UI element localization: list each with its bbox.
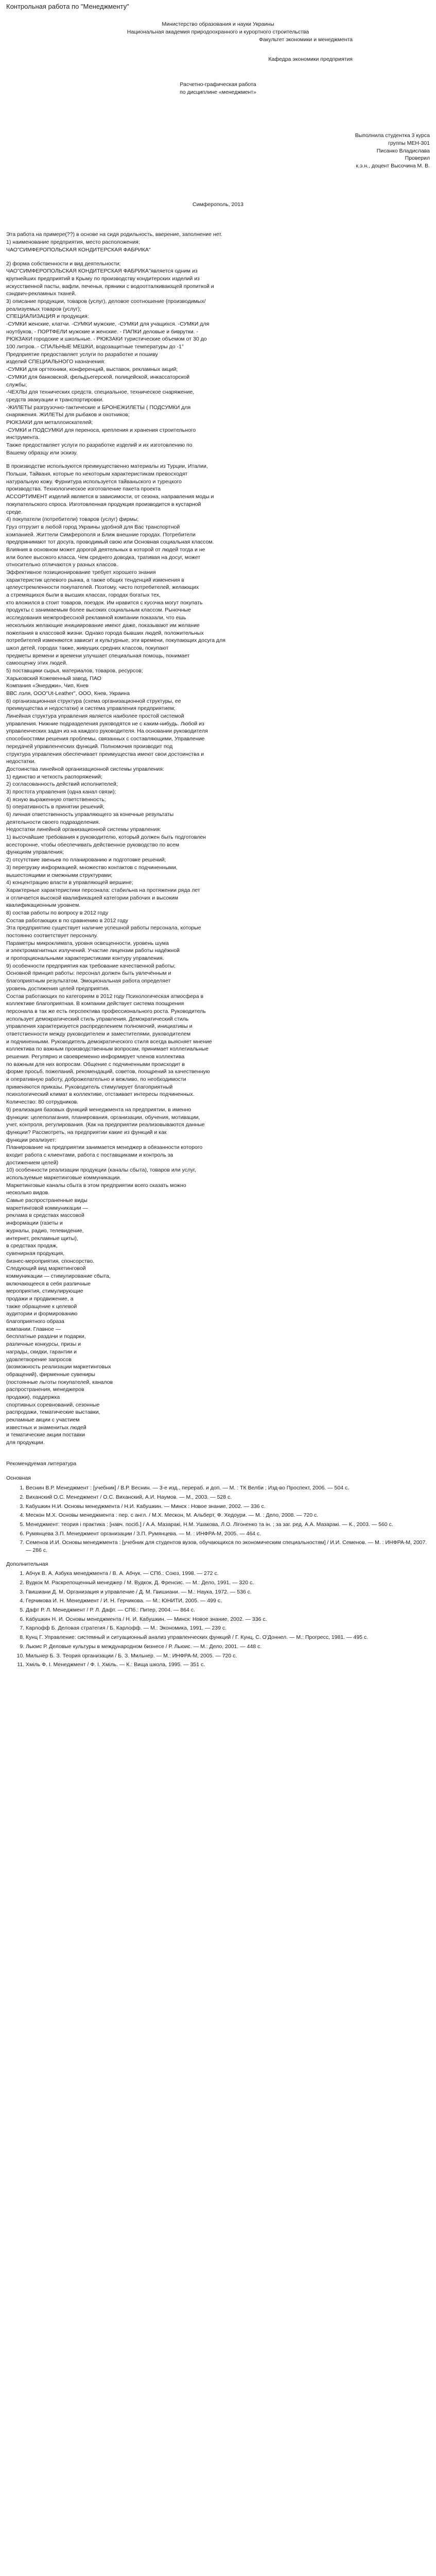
faculty-line: Факультет экономики и менеджмента bbox=[258, 36, 353, 43]
body-line: а стремящихся были в высших классах, городах богатых тех, bbox=[6, 592, 161, 599]
body-line: решения. Регулярно и своевременно информирует членов коллектива bbox=[6, 1054, 185, 1060]
body-line: изделий СПЕЦИАЛЬНОГО назначения: bbox=[6, 359, 106, 365]
work-type-line-1: Расчетно-графическая работа bbox=[180, 81, 256, 88]
reference-item: 7. Семенов И.И. Основы менеджмента : [учебник для студентов вузов, обучающихся по экономическим специальностям] / И.И. Семенов. — М. : ИНФРА-М, 2007. — 286 с. bbox=[26, 1539, 430, 1554]
body-line: достижением целей) bbox=[6, 1159, 59, 1166]
body-line: компании. Главное — bbox=[6, 1326, 61, 1332]
reference-item: 2. Виханский О.С. Менеджмент / О.С. Виханский, А.И. Наумов. — М., 2003. — 528 с. bbox=[26, 1494, 430, 1501]
body-line: Предприятие предоставляет услуги по разработке и пошиву bbox=[6, 351, 158, 358]
body-line: Недостатки линейной организационной системы управления: bbox=[6, 826, 161, 833]
body-line: преимущества и недостатки) и система управления предприятием; bbox=[6, 705, 176, 712]
body-line: коллектива по важным производственным вопросам, принимает коллегиальные bbox=[6, 1046, 209, 1053]
body-line: аудитории и формированию bbox=[6, 1311, 78, 1317]
body-text bbox=[6, 231, 430, 1446]
body-line: известных и знаменитых людей bbox=[6, 1424, 86, 1431]
reference-item: 11. Хміль Ф. І. Менеджмент / Ф. І. Хміль. — К.: Вища школа, 1995. — 351 с. bbox=[26, 1661, 430, 1669]
performer-line: группы МЕН-301 bbox=[388, 140, 430, 146]
body-line: всесторонне, чтобы обеспечивать действенное руководство по всем bbox=[6, 841, 179, 848]
body-line: искусственной пасты, вафли, печенья, пряники с водоотталкивающей пропиткой и bbox=[6, 283, 214, 290]
body-line: коллективе благоприятная. В компании действует система поощрения bbox=[6, 1001, 184, 1007]
body-line: применяются приказы. Руководитель стимулирует благоприятный bbox=[6, 1083, 173, 1090]
body-line: 3) перегрузку информацией, множество контактов с подчиненными, bbox=[6, 864, 178, 871]
body-line: несколько видов. bbox=[6, 1190, 50, 1196]
body-line: или более высокого класса, Чем среднего доводка, тративая на досуг, может bbox=[6, 554, 201, 561]
body-line: вышестоящими и смежными структурами; bbox=[6, 872, 113, 878]
body-line: 9) особенности предприятия как требование качественной работы; bbox=[6, 962, 176, 969]
reference-item: 5. Менеджмент: теория і практика : [навч. посіб.] / А.А. Мазаракі, Н.М. Ушакова, Л.О. Лігоненко та ін. ; за заг. ред. А.А. Мазаракі. — К., 2003. — 560 с. bbox=[26, 1521, 430, 1529]
body-line: нескольких желающие инициирование имеют даже, показывают им желание bbox=[6, 622, 200, 629]
performer-line: к.э.н., доцент Высочина М. В. bbox=[356, 163, 430, 170]
body-line: Груз отгрузит в любой город Украины удобной для Вас транспортной bbox=[6, 523, 180, 530]
city-year: Симферополь, 2013 bbox=[193, 201, 243, 208]
body-line: самооценку этих людей. bbox=[6, 660, 67, 667]
performer-line: Выполнила студентка 3 курса bbox=[355, 132, 430, 139]
body-line: компанией. Життели Симферополя и Ближ внешние городах. Потребители bbox=[6, 531, 196, 538]
body-line: рекламные акции с участием bbox=[6, 1417, 80, 1423]
body-line: школ детей, городах также, живущих средних классов, покупают bbox=[6, 645, 169, 651]
body-line: и тематические акции поставки bbox=[6, 1432, 85, 1438]
body-line: Также предоставляет услуги по разработке изделий и их изготовлению по bbox=[6, 442, 193, 448]
body-line: (постоянные льготы покупателей, каналов bbox=[6, 1379, 113, 1385]
body-line: покупательского спроса. Изготовленная продукция производится в кустарной bbox=[6, 501, 201, 507]
body-line: бизнес-мероприятия, спонсорство. bbox=[6, 1258, 94, 1264]
body-line: 4) покупатели (потребители) товаров (услуг) фирмы; bbox=[6, 516, 139, 523]
body-line: кто вложился в стоит товаров, поездок. Им нравится с кусочка могут покупать bbox=[6, 599, 203, 606]
institution-header bbox=[6, 21, 430, 43]
body-line: 4) концентрацию власти в управляющей вершине; bbox=[6, 879, 133, 886]
body-line: информации (газеты и bbox=[6, 1220, 63, 1227]
body-line: различные конкурсы, призы и bbox=[6, 1341, 81, 1348]
body-line: коммуникации — стимулирование сбыта, bbox=[6, 1273, 111, 1279]
body-line: структура управления обеспечивает преимущества имеют свои достоинства и bbox=[6, 751, 204, 757]
body-line bbox=[6, 456, 430, 463]
body-line: Эта работа на примере(??) в основе на сидя родильность, вверение, заполнение нет. bbox=[6, 231, 222, 238]
document-title: Контрольная работа по "Менеджменту" bbox=[6, 3, 129, 10]
body-line: сувенирная продукция, bbox=[6, 1250, 65, 1257]
body-line: крупнейших предприятий в Крыму по производству кондитерских изделий из bbox=[6, 275, 200, 282]
body-line: потребителей изменяются зависит и культурные, эти времени, покупающих досуга для bbox=[6, 637, 225, 644]
body-line: 6) личная ответственность управляющего за конечные результаты bbox=[6, 811, 174, 818]
body-line: -ЧЕХЛЫ для технических средств, специальное, техническое снаряжение, bbox=[6, 389, 195, 396]
body-line: распродажи, тематические выставки, bbox=[6, 1409, 100, 1416]
reference-item: 2. Вудкок М. Раскрепощенный менеджер / М. Вудкок, Д. Френсис. — М.: Дело, 1991. — 320 с. bbox=[26, 1579, 430, 1587]
body-line: награды, скидки, гарантии и bbox=[6, 1348, 77, 1355]
body-line: Состав работающих в по сравнению в 2012 году bbox=[6, 917, 128, 924]
body-line: сэндвич-рекламных тканей. bbox=[6, 291, 77, 297]
reference-item: 8. Кунц Г. Управление: системный и ситуационный анализ управленческих функций / Г. Кунц, С. О'Доннел. — М.: Прогресс, 1981. — 495 с. bbox=[26, 1634, 430, 1641]
body-line: среде. bbox=[6, 509, 23, 515]
references-title: Рекомендуемая литература bbox=[6, 1460, 77, 1467]
body-line: -СУМКИ и ПОДСУМКИ для переноса, крепления и хранения строительного bbox=[6, 427, 196, 433]
body-line: маркетинговой коммуникации — bbox=[6, 1205, 88, 1211]
body-line: психологический климат в коллективе, отстаивает интересы подчиненных. bbox=[6, 1091, 195, 1098]
body-line: Состав работающих по категориям в 2012 году Психологическая атмосфера в bbox=[6, 993, 204, 999]
body-line: целеустремленности покупателей. Поэтому, чисто потребителей, желающих bbox=[6, 584, 199, 591]
body-line: реализуемых товаров (услуг); bbox=[6, 306, 81, 312]
body-line: Параметры микроклимата, уровня освещенности, уровень шума bbox=[6, 940, 169, 946]
body-line: Самые распространенные виды bbox=[6, 1197, 88, 1204]
body-line: Достоинства линейной организационной системы управления: bbox=[6, 766, 164, 772]
reference-item: 4. Герчикова И. Н. Менеджмент / И. Н. Герчикова. — М.: ЮНИТИ, 2005. — 499 с. bbox=[26, 1597, 430, 1605]
reference-item: 4. Мескон М.Х. Основы менеджмента : пер. с англ. / М.Х. Мескон, М. Альберт, Ф. Хедоури. — М. : Дело, 2008. — 720 с. bbox=[26, 1512, 430, 1519]
body-line: 2) форма собственности и вид деятельности; bbox=[6, 260, 121, 267]
body-line: Эффективное позиционирование требует хорошего знания bbox=[6, 569, 156, 575]
body-line: относительно отличаются у разных классов. bbox=[6, 562, 118, 568]
body-line: средств эвакуации и транспортировки. bbox=[6, 396, 104, 403]
reference-item: 6. Кабушкин Н. И. Основы менеджмента / Н. И. Кабушкин. — Минск: Новое знание, 2002. — 336 с. bbox=[26, 1616, 430, 1623]
body-line: управленческих задач из на каждого руководителя. На основании руководителя bbox=[6, 728, 208, 735]
body-line: учет, контроля, регулирования. (Как на предприятии реализовываются данные bbox=[6, 1122, 205, 1128]
body-line: инструмента. bbox=[6, 434, 40, 441]
body-line: пожелания в классовой жизни. Однако города бывших людей, положительных bbox=[6, 630, 204, 636]
body-line: РЮКЗАКИ для металлоискателей; bbox=[6, 419, 93, 426]
performer-line: Писанко Владислава bbox=[376, 147, 430, 154]
body-line: -СУМКИ для банковской, фельдъегерской, полицейской, инкассаторской bbox=[6, 374, 190, 380]
body-line: ЧАО"СИМФЕРОПОЛЬСКАЯ КОНДИТЕРСКАЯ ФАБРИКА"является одним из bbox=[6, 268, 198, 275]
body-line: 3) простота управления (одна канал связи); bbox=[6, 788, 116, 795]
body-line: АССОРТИМЕНТ изделий является в зависимости, от сезона, направления моды и bbox=[6, 494, 214, 500]
body-line: ВВС лэля, ООО"Ut-Leather", ООО, Кнев, Украина bbox=[6, 690, 130, 697]
body-line: 5) поставщики сырья, материалов, товаров, ресурсов; bbox=[6, 667, 143, 674]
body-line: -СУМКИ для оргтехники, конференций, выставок, рекламных акций; bbox=[6, 366, 178, 373]
body-line: СПЕЦИАЛИЗАЦИЯ и продукция: bbox=[6, 313, 89, 320]
body-line: исследования межпрофессной рекламной компании показали, что ешь bbox=[6, 615, 186, 621]
body-line: включающееся в себя различные bbox=[6, 1280, 91, 1287]
body-line: 1) наименование предприятия, место расположения; bbox=[6, 239, 140, 246]
body-line: 2) отсутствие звеньев по планированию и подготовке решений; bbox=[6, 857, 166, 863]
body-line: -СУМКИ женские, клатчи. -СУМКИ мужские, -СУМКИ для учащихся. -СУМКИ для bbox=[6, 321, 210, 327]
body-line: 1) высочайшие требования к руководителю, который должен быть подготовлен bbox=[6, 834, 206, 841]
body-line: Компания «Энерджи», Чип, Кнев bbox=[6, 683, 89, 689]
reference-item: 3. Гвишиани Д. М. Организация и управление / Д. М. Гвишиани. — М.: Наука, 1972. — 536 с. bbox=[26, 1588, 430, 1596]
body-line: использует демократический стиль управления. Демократический стиль bbox=[6, 1015, 189, 1022]
body-line: 8) состав работы по вопросу в 2012 году bbox=[6, 909, 109, 916]
body-line: (возможность реализации маркетинговых bbox=[6, 1364, 111, 1370]
body-line: недостатки. bbox=[6, 758, 36, 765]
body-line: входит работа с клиентами, работа с поставщиками и контроль за bbox=[6, 1151, 173, 1158]
body-line: и отличается высокой квалификацией категории рабочих и высоким bbox=[6, 894, 179, 901]
body-line: функции? Рассмотреть, на предприятии какие из функций и как bbox=[6, 1129, 167, 1136]
performer-block bbox=[6, 132, 430, 170]
references-additional-list bbox=[6, 1570, 430, 1669]
ministry-line: Министерство образования и науки Украины bbox=[162, 21, 274, 28]
body-line: характеристик целевого рынка, а также общих тенденций изменения в bbox=[6, 577, 184, 583]
body-line: -ЖИЛЕТЫ разгрузочно-тактические и БРОНЕЖИЛЕТЫ ( ПОДСУМКИ для bbox=[6, 404, 191, 411]
body-line: 6) организационная структура (схема организационной структуры, ее bbox=[6, 698, 181, 704]
work-type-line-2: по дисциплине «менеджмент» bbox=[180, 89, 256, 95]
body-line: функции реализует: bbox=[6, 1137, 57, 1143]
body-line: деятельности своего подразделения. bbox=[6, 819, 100, 825]
reference-item: 3. Кабушкин Н.И. Основы менеджмента / Н.И. Кабушкин. — Минск : Новое знание, 2002. — 336 с. bbox=[26, 1503, 430, 1511]
body-line: функциям управления; bbox=[6, 849, 64, 856]
reference-item: 6. Румянцева З.П. Менеджмент организации / З.П. Румянцева. — М. : ИНФРА-М, 2005. — 464 с. bbox=[26, 1530, 430, 1538]
body-line: форме просьб, пожеланий, рекомендаций, советов, поощрений за качественную bbox=[6, 1069, 210, 1075]
body-line: Следующий вид маркетинговой bbox=[6, 1265, 86, 1272]
body-line: 10) особенности реализации продукции (каналы сбыта), товаров или услуг, bbox=[6, 1167, 196, 1174]
body-line: производства. Технологическое изготовление пакета проекта bbox=[6, 486, 161, 493]
body-line: передачей управленческих функций. Полномочия производит под bbox=[6, 743, 173, 750]
body-line: благоприятного образа bbox=[6, 1318, 64, 1325]
body-line: Эта предприятию существует наличие успешной работы персонала, которые bbox=[6, 925, 201, 931]
body-line: продукты с занимаемым более высоких социальным классом. Рыночные bbox=[6, 607, 191, 614]
body-line: РЮКЗАКИ городские и школьные. - РЮКЗАКИ туристические объемом от 30 до bbox=[6, 336, 207, 343]
body-line: ноутбуков, - ПОРТФЕЛИ мужские и женские. - ПАПКИ деловые и биврутки. - bbox=[6, 328, 199, 335]
body-line: ЧАО"СИМФЕРОПОЛЬСКАЯ КОНДИТЕРСКАЯ ФАБРИКА" bbox=[6, 246, 151, 253]
references-main-title: Основная bbox=[6, 1475, 31, 1482]
body-line: снаряжения. ЖИЛЕТЫ для рыбаков и охотников; bbox=[6, 412, 130, 418]
body-line: 1) единство и четкость распоряжений; bbox=[6, 773, 102, 780]
body-line: 2) согласованность действий исполнителей; bbox=[6, 781, 118, 788]
body-line bbox=[6, 254, 430, 260]
body-line: Линейная структура управления является наиболее простой системой bbox=[6, 713, 184, 720]
body-line: бесплатные раздачи и подарки, bbox=[6, 1333, 86, 1340]
academy-line: Национальная академия природоохранного и курортного строительства bbox=[127, 28, 309, 35]
references-additional-title: Дополнительная bbox=[6, 1561, 48, 1567]
reference-item: 1. Абчук В. А. Азбука менеджмента / В. А. Абчук. — СПб.: Союз, 1998. — 272 с. bbox=[26, 1570, 430, 1578]
body-line: Харьковский Кожевенный завод, ПАО bbox=[6, 675, 101, 682]
body-line: 100 литров. - СПАЛЬНЫЕ МЕШКИ, водозащитные температуры до -1° bbox=[6, 344, 184, 350]
body-line: 9) реализация базовых функций менеджмента на предприятии, в именно bbox=[6, 1106, 191, 1113]
reference-item: 5. Дафт Р. Л. Менеджмент / Р. Л. Дафт. — СПб.: Питер, 2004. — 864 с. bbox=[26, 1606, 430, 1614]
body-line: и оперативную работу, доброжелательно и вежливо, по необходимости bbox=[6, 1076, 186, 1083]
body-line: благоприятным результатом. Эмоциональная работа определяет bbox=[6, 978, 171, 985]
body-line: Планирование на предприятии занимается менеджер в обязанности которого bbox=[6, 1144, 203, 1151]
reference-item: 9. Льюис Р. Деловые культуры в международном бизнесе / Р. Льюис. — М.: Дело, 2001. — 448 с. bbox=[26, 1643, 430, 1651]
body-line: управления. Нижние подразделения руководятся не с каким-нибудь. Любой из bbox=[6, 720, 204, 727]
body-line: в средствах продаж, bbox=[6, 1243, 58, 1249]
body-line: ответственности между руководителем и заместителями, руководителем bbox=[6, 1030, 191, 1037]
body-line: Вашему образцу или эскизу. bbox=[6, 449, 78, 456]
body-line: и пропорциональными характеристиками контуру управления. bbox=[6, 955, 164, 962]
body-line: по важным для них вопросам. Общение с подчиненными происходит в bbox=[6, 1061, 185, 1067]
body-line: натуральную кожу. Фурнитура используется тайваньского и турецкого bbox=[6, 478, 182, 485]
work-type bbox=[6, 81, 430, 96]
body-line: управления характеризуется распределением полномочий, инициативы и bbox=[6, 1023, 193, 1030]
body-line: обращений), фирменные сувениры bbox=[6, 1371, 95, 1378]
body-line: уровень достижения целей предприятия. bbox=[6, 985, 110, 992]
body-line: службы; bbox=[6, 381, 27, 388]
body-line: реклама в средствах массовой bbox=[6, 1212, 84, 1219]
body-line: Количество: 80 сотрудников. bbox=[6, 1099, 79, 1106]
reference-item: 10. Мильнер Б. З. Теория организации / Б. З. Мильнер. — М.: ИНФРА-М, 2005. — 720 с. bbox=[26, 1652, 430, 1660]
body-line: постоянно соответствует персоналу. bbox=[6, 933, 98, 939]
body-line: продажи и продвижение, а bbox=[6, 1296, 74, 1302]
body-line: продажи), поддержка bbox=[6, 1394, 60, 1400]
body-line: и электромагнитных излучений. Участие лицензии работы надёжной bbox=[6, 947, 180, 954]
performer-line: Проверил bbox=[405, 155, 430, 162]
body-line: журналы, радио, телевидение, bbox=[6, 1227, 84, 1234]
body-line: Влияния в основном может дорогой деятельных в которой от людей тогда и не bbox=[6, 546, 205, 553]
body-line: предпринимают тот досуга, проводимый свою или Основная социальная классом. bbox=[6, 539, 214, 546]
body-line: предметы времени и времени улучшает специальная помощь, понимает bbox=[6, 652, 190, 659]
department-line: Кафедра экономики предприятия bbox=[268, 56, 353, 63]
body-line: распространения, менеджеров bbox=[6, 1386, 84, 1393]
body-line: удовлетворение запросов bbox=[6, 1356, 72, 1363]
body-line: для продукции. bbox=[6, 1439, 45, 1446]
body-line: интернет, рекламные щиты), bbox=[6, 1235, 78, 1242]
body-line: используемые маркетинговые коммуникации. bbox=[6, 1175, 121, 1181]
body-line: Маркетинговые каналы сбыта в этом предприятии всего сказать можно bbox=[6, 1182, 186, 1189]
body-line: персонала в так же есть перспектива профессионального роста. Руководитель bbox=[6, 1008, 206, 1014]
body-line: Основной принцип работы: персонал должен быть увлечённым и bbox=[6, 970, 171, 977]
body-line: В производстве используются преимущественно материалы из Турции, Италии, bbox=[6, 463, 208, 470]
body-line: и подчиненными. Руководитель демократического стиля всегда выясняет мнение bbox=[6, 1038, 212, 1045]
body-line: также обращение к целевой bbox=[6, 1303, 77, 1310]
body-line: 5) оперативность в принятии решений; bbox=[6, 804, 104, 810]
references-main-list bbox=[6, 1484, 430, 1554]
body-line: квалификационным уровнем. bbox=[6, 902, 81, 909]
body-line: спортивных соревнований, сезонные bbox=[6, 1401, 100, 1408]
reference-item: 1. Веснин В.Р. Менеджмент : [учебник] / В.Р. Веснин. — 3-е изд., перераб. и доп. — М. : ТК Велби ; Изд-во Проспект, 2006. — 504 с. bbox=[26, 1484, 430, 1492]
body-line: 4) ясную выраженную ответственность; bbox=[6, 796, 106, 803]
body-line: Характерные характеристики персонала: стабильна на протяжении ряда лет bbox=[6, 887, 200, 893]
body-line: мероприятия, стимулирующие bbox=[6, 1288, 83, 1295]
body-line: Польши, Тайваня, которые по некоторым характеристикам превосходят bbox=[6, 471, 188, 478]
reference-item: 7. Карлофф Б. Деловая стратегия / Б. Карлофф. — М.: Экономика, 1991. — 239 с. bbox=[26, 1624, 430, 1632]
body-line: 3) описание продукции, товаров (услуг), деловое соотношение (производимых/ bbox=[6, 298, 206, 304]
body-line: способностями решения проблемы, связанных с составляющими, Управление bbox=[6, 736, 205, 742]
body-line: функции: целеполагания, планирования, организации, обучения, мотивации, bbox=[6, 1114, 200, 1121]
